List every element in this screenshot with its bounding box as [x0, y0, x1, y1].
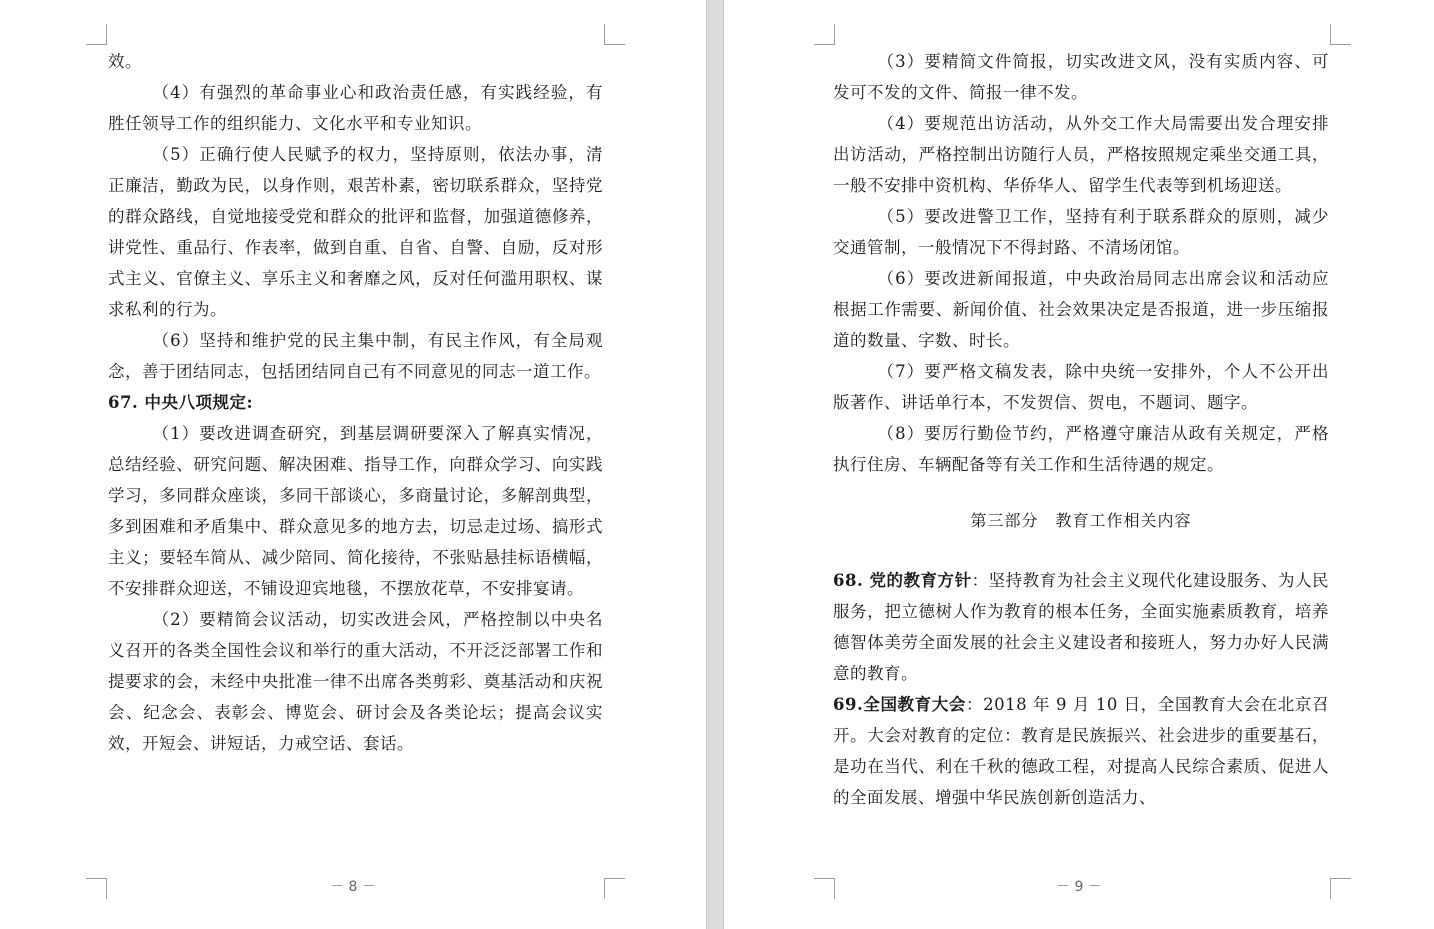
page-9-body — [833, 46, 1329, 813]
page-gutter — [706, 0, 724, 929]
item-68 — [833, 565, 1329, 689]
paragraph: （3）要精简文件简报，切实改进文风，没有实质内容、可发可不发的文件、简报一律不发。 — [833, 52, 1329, 102]
crop-mark-top-right — [1330, 24, 1351, 45]
crop-mark-top-left — [814, 24, 835, 45]
paragraph: （5）要改进警卫工作，坚持有利于联系群众的原则，减少交通管制，一般情况下不得封路、不清场闭馆。 — [833, 207, 1329, 257]
paragraph: （8）要厉行勤俭节约，严格遵守廉洁从政有关规定，严格执行住房、车辆配备等有关工作和生活待遇的规定。 — [833, 424, 1329, 474]
item-body-68: ：坚持教育为社会主义现代化建设服务、为人民服务，把立德树人作为教育的根本任务，全面实施素质教育，培养德智体美劳全面发展的社会主义建设者和接班人，努力办好人民满意的教育。 — [833, 571, 1329, 683]
item-heading-69: 69.全国教育大会 — [833, 695, 967, 714]
page-8-body — [108, 46, 603, 759]
paragraph: （6）要改进新闻报道，中央政治局同志出席会议和活动应根据工作需要、新闻价值、社会效果决定是否报道，进一步压缩报道的数量、字数、时长。 — [833, 269, 1329, 350]
page-number: － 9 － — [1056, 879, 1102, 895]
paragraph: （1）要改进调查研究，到基层调研要深入了解真实情况，总结经验、研究问题、解决困难、指导工作，向群众学习、向实践学习，多同群众座谈，多同干部谈心，多商量讨论，多解剖典型，多到困难和矛盾集中、群众意见多的地方去，切忌走过场、搞形式主义；要轻车简从、减少陪同、简化接待，不张贴悬挂标语横幅，不安排群众迎送，不铺设迎宾地毯，不摆放花草，不安排宴请。 — [108, 424, 603, 598]
crop-mark-bottom-right — [1330, 878, 1351, 899]
item-69 — [833, 689, 1329, 813]
crop-mark-bottom-left — [86, 878, 107, 899]
paragraph: 效。 — [108, 52, 142, 71]
paragraph: （4）有强烈的革命事业心和政治责任感，有实践经验，有胜任领导工作的组织能力、文化水平和专业知识。 — [108, 83, 603, 133]
page-9 — [724, 0, 1434, 929]
paragraph: （7）要严格文稿发表，除中央统一安排外，个人不公开出版著作、讲话单行本，不发贺信、贺电，不题词、题字。 — [833, 362, 1329, 412]
page-8 — [0, 0, 706, 929]
paragraph: （6）坚持和维护党的民主集中制，有民主作风，有全局观念，善于团结同志，包括团结同自己有不同意见的同志一道工作。 — [108, 331, 603, 381]
item-body-69: ：2018 年 9 月 10 日，全国教育大会在北京召开。大会对教育的定位：教育是民族振兴、社会进步的重要基石，是功在当代、利在千秋的德政工程，对提高人民综合素质、促进人的全面发展、增强中华民族创新创造活力、 — [833, 695, 1329, 807]
item-heading-68: 68. 党的教育方针 — [833, 571, 972, 590]
crop-mark-top-left — [86, 24, 107, 45]
crop-mark-bottom-left — [814, 878, 835, 899]
paragraph: （5）正确行使人民赋予的权力，坚持原则，依法办事，清正廉洁，勤政为民，以身作则，艰苦朴素，密切联系群众，坚持党的群众路线，自觉地接受党和群众的批评和监督，加强道德修养，讲党性、重品行、作表率，做到自重、自省、自警、自励，反对形式主义、官僚主义、享乐主义和奢靡之风，反对任何滥用职权、谋求私利的行为。 — [108, 145, 603, 319]
page-number: － 8 － — [330, 879, 376, 895]
paragraph: （4）要规范出访活动，从外交工作大局需要出发合理安排出访活动，严格控制出访随行人员，严格按照规定乘坐交通工具，一般不安排中资机构、华侨华人、留学生代表等到机场迎送。 — [833, 114, 1329, 195]
paragraph: （2）要精简会议活动，切实改进会风，严格控制以中央名义召开的各类全国性会议和举行的重大活动，不开泛泛部署工作和提要求的会，未经中央批准一律不出席各类剪彩、奠基活动和庆祝会、纪念会、表彰会、博览会、研讨会及各类论坛；提高会议实效，开短会、讲短话，力戒空话、套话。 — [108, 610, 603, 753]
section-title: 第三部分 教育工作相关内容 — [970, 511, 1192, 530]
item-heading-67: 67. 中央八项规定: — [108, 393, 254, 412]
crop-mark-bottom-right — [604, 878, 625, 899]
crop-mark-top-right — [604, 24, 625, 45]
